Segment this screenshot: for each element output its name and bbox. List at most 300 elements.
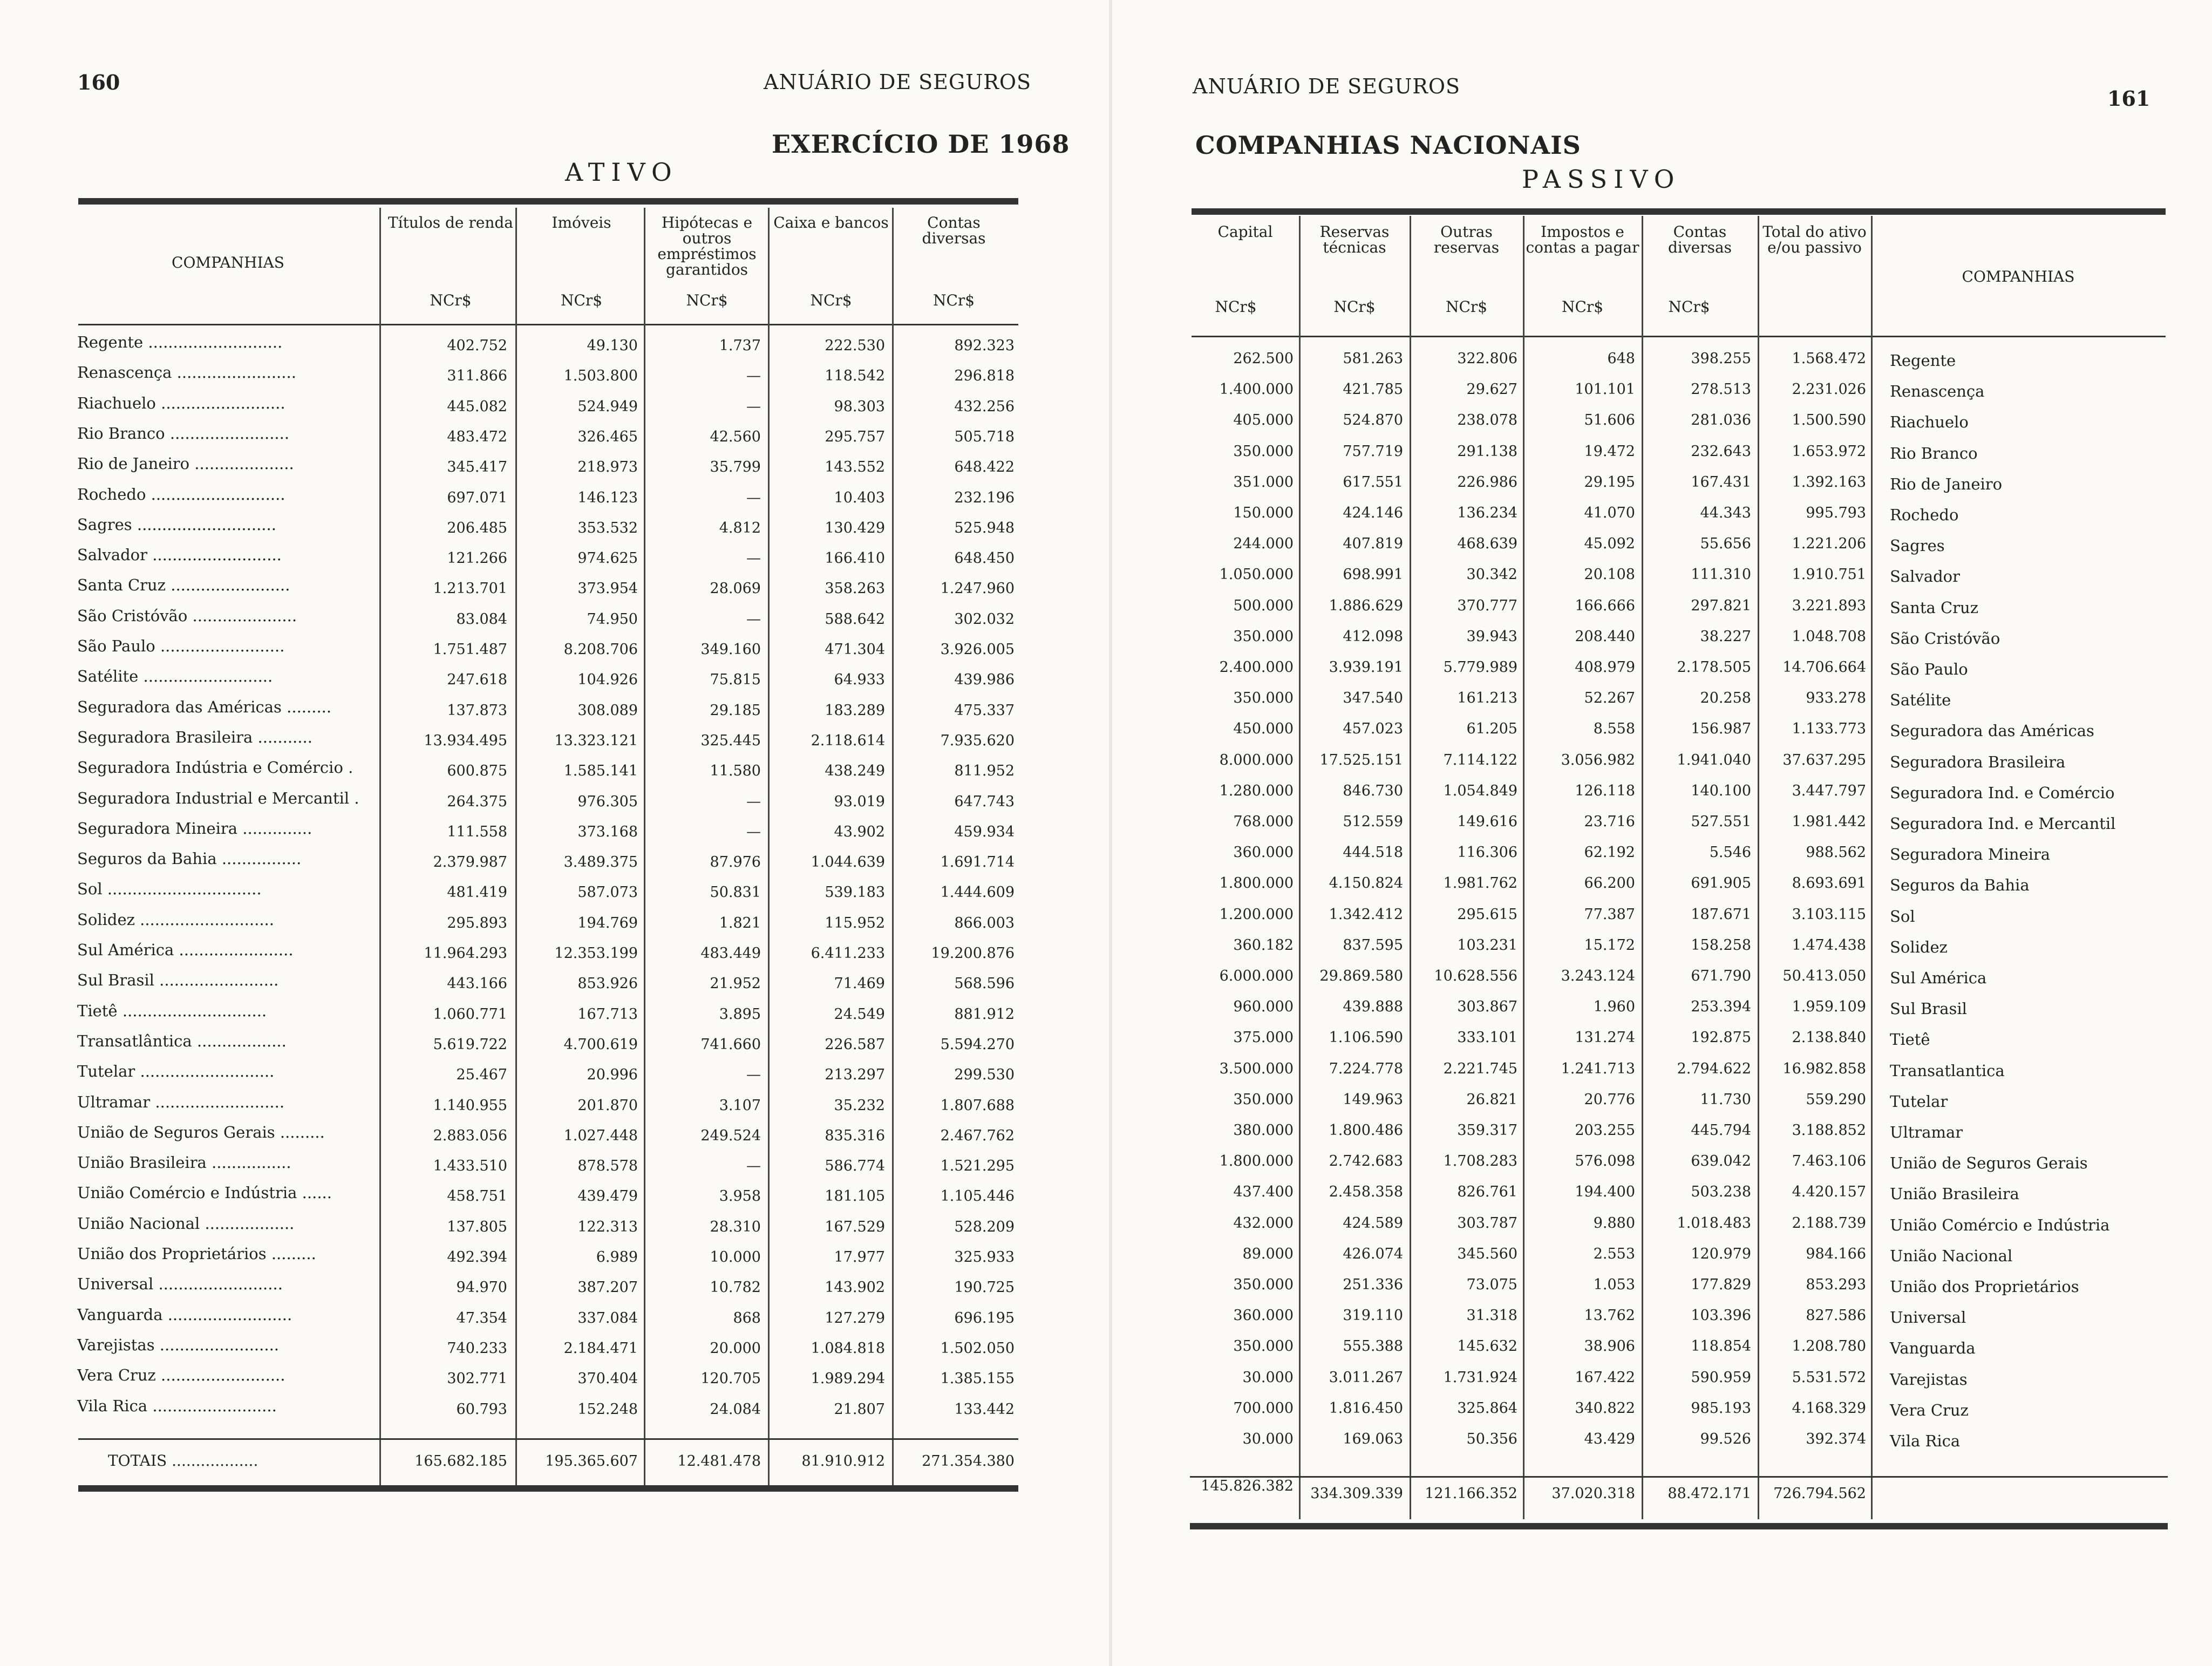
cell-value: 505.718 xyxy=(954,428,1015,445)
cell-value: 1.060.771 xyxy=(433,1005,507,1023)
cell-value: 17.525.151 xyxy=(1319,751,1403,769)
cell-value: 1.959.109 xyxy=(1792,998,1866,1016)
unit-label: NCr$ xyxy=(1445,298,1488,316)
cell-value: 29.185 xyxy=(710,702,761,719)
cell-value: 25.467 xyxy=(456,1066,507,1084)
cell-value: 444.518 xyxy=(1343,844,1403,861)
cell-value: 73.075 xyxy=(1466,1276,1517,1293)
header-impostos: Impostos e contas a pagar xyxy=(1526,223,1639,256)
cell-value: 933.278 xyxy=(1806,690,1866,707)
cell-value: 811.952 xyxy=(954,763,1015,780)
cell-value: 190.725 xyxy=(954,1279,1015,1296)
cell-value: 1.708.283 xyxy=(1443,1153,1517,1170)
company-name: Regente ........................... xyxy=(77,333,283,351)
top-rule xyxy=(78,198,1018,205)
cell-value: 539.183 xyxy=(825,884,885,901)
header-reservas-tecnicas: Reservas técnicas xyxy=(1319,223,1390,256)
company-name: União dos Proprietários ......... xyxy=(77,1245,316,1263)
table-row xyxy=(0,1002,1020,1032)
total-titulos: 165.682.185 xyxy=(414,1453,507,1470)
company-name: Sagres xyxy=(1890,536,1945,555)
cell-value: 45.092 xyxy=(1584,535,1635,553)
cell-value: 985.193 xyxy=(1691,1399,1751,1417)
company-name: União Comércio e Indústria ...... xyxy=(77,1184,332,1202)
cell-value: 26.821 xyxy=(1466,1091,1517,1108)
cell-value: 251.336 xyxy=(1343,1276,1403,1293)
cell-value: 1.050.000 xyxy=(1219,566,1294,583)
cell-value: 194.769 xyxy=(577,914,638,931)
cell-value: 421.785 xyxy=(1343,381,1403,398)
cell-value: 24.549 xyxy=(834,1005,885,1023)
table-row xyxy=(1106,904,2180,934)
cell-value: 1.048.708 xyxy=(1792,628,1866,645)
cell-value: 103.396 xyxy=(1691,1307,1751,1324)
table-row xyxy=(1106,1305,2180,1335)
company-name: Renascença xyxy=(1890,382,1985,401)
cell-value: 122.313 xyxy=(577,1218,638,1235)
cell-value: 2.188.739 xyxy=(1792,1214,1866,1232)
cell-value: 10.000 xyxy=(710,1249,761,1266)
table-row xyxy=(0,880,1020,910)
cell-value: 83.084 xyxy=(456,610,507,628)
table-row xyxy=(0,454,1020,485)
cell-value: 1.105.446 xyxy=(940,1188,1015,1205)
header-total: Total do ativo e/ou passivo xyxy=(1762,223,1867,256)
cell-value: 2.231.026 xyxy=(1792,381,1866,398)
cell-value: 6.989 xyxy=(596,1249,638,1266)
cell-value: 1.027.448 xyxy=(563,1127,638,1144)
company-name: Santa Cruz xyxy=(1890,598,1979,617)
cell-value: 93.019 xyxy=(834,793,885,810)
cell-value: 177.829 xyxy=(1691,1276,1751,1293)
cell-value: 846.730 xyxy=(1343,782,1403,799)
table-row xyxy=(1106,1367,2180,1397)
cell-value: 974.625 xyxy=(577,550,638,567)
header-caixa: Caixa e bancos xyxy=(773,214,889,232)
company-name: Tutelar xyxy=(1890,1092,1948,1111)
cell-value: 757.719 xyxy=(1343,443,1403,460)
cell-value: 445.794 xyxy=(1691,1122,1751,1139)
cell-value: 648 xyxy=(1607,350,1635,367)
cell-value: 1.044.639 xyxy=(811,854,885,871)
cell-value: 30.000 xyxy=(1242,1431,1294,1447)
cell-value: 262.500 xyxy=(1233,350,1294,367)
cell-value: 4.420.157 xyxy=(1792,1184,1866,1201)
cell-value: 3.011.267 xyxy=(1329,1369,1403,1386)
cell-value: 1.133.773 xyxy=(1792,720,1866,738)
table-row xyxy=(0,1397,1020,1427)
cell-value: 2.379.987 xyxy=(433,854,507,871)
totals-label: TOTAIS .................. xyxy=(108,1452,258,1470)
cell-value: 28.069 xyxy=(710,580,761,597)
cell-value: 1.800.000 xyxy=(1219,1153,1294,1170)
cell-value: 52.267 xyxy=(1584,690,1635,707)
cell-value: 3.489.375 xyxy=(563,854,638,871)
cell-value: 8.693.691 xyxy=(1792,875,1866,892)
cell-value: 587.073 xyxy=(577,884,638,901)
company-name: Sul América ....................... xyxy=(77,941,294,959)
cell-value: 297.821 xyxy=(1691,597,1751,614)
cell-value: 492.394 xyxy=(447,1249,507,1266)
cell-value: 360.000 xyxy=(1233,844,1294,861)
cell-value: 4.150.824 xyxy=(1329,875,1403,892)
cell-value: 6.411.233 xyxy=(811,945,885,962)
cell-value: 3.243.124 xyxy=(1561,968,1635,984)
cell-value: 213.297 xyxy=(825,1066,885,1084)
header-imoveis: Imóveis xyxy=(552,214,611,232)
unit-label: NCr$ xyxy=(810,291,852,309)
cell-value: 21.952 xyxy=(710,975,761,992)
cell-value: 149.616 xyxy=(1457,813,1517,830)
cell-value: 13.323.121 xyxy=(554,732,638,749)
total-contas-diversas: 88.472.171 xyxy=(1667,1485,1751,1502)
table-row xyxy=(0,1245,1020,1275)
cell-value: 432.256 xyxy=(954,398,1015,415)
cell-value: 232.643 xyxy=(1691,443,1751,460)
table-row xyxy=(0,1214,1020,1245)
company-name: Seguradora Ind. e Mercantil xyxy=(1890,814,2116,833)
cell-value: — xyxy=(746,1066,761,1084)
cell-value: 3.939.191 xyxy=(1329,659,1403,676)
table-row xyxy=(0,1062,1020,1092)
cell-value: 1.385.155 xyxy=(940,1370,1015,1388)
cell-value: 586.774 xyxy=(825,1158,885,1175)
cell-value: 500.000 xyxy=(1233,597,1294,614)
cell-value: 49.130 xyxy=(587,337,638,354)
cell-value: 639.042 xyxy=(1691,1153,1751,1170)
cell-value: 169.063 xyxy=(1343,1431,1403,1447)
cell-value: 20.996 xyxy=(587,1066,638,1084)
cell-value: 15.172 xyxy=(1584,936,1635,954)
cell-value: 432.000 xyxy=(1233,1214,1294,1232)
cell-value: 524.870 xyxy=(1343,412,1403,429)
cell-value: 7.114.122 xyxy=(1443,751,1517,769)
cell-value: 20.108 xyxy=(1584,566,1635,583)
cell-value: 143.552 xyxy=(825,459,885,476)
cell-value: 101.101 xyxy=(1575,381,1635,398)
cell-value: 9.880 xyxy=(1593,1214,1635,1232)
cell-value: 20.258 xyxy=(1700,690,1751,707)
cell-value: 483.472 xyxy=(447,428,507,445)
table-row xyxy=(1106,842,2180,872)
cell-value: 5.779.989 xyxy=(1443,659,1517,676)
cell-value: 1.521.295 xyxy=(940,1158,1015,1175)
table-row xyxy=(0,698,1020,728)
cell-value: 218.973 xyxy=(577,459,638,476)
cell-value: 1.444.609 xyxy=(940,884,1015,901)
cell-value: 350.000 xyxy=(1233,628,1294,645)
table-row xyxy=(0,1153,1020,1184)
cell-value: 350.000 xyxy=(1233,1338,1294,1355)
cell-value: 458.751 xyxy=(447,1188,507,1205)
cell-value: 3.056.982 xyxy=(1561,751,1635,769)
company-name: Seguradora Brasileira ........... xyxy=(77,727,312,746)
cell-value: 4.812 xyxy=(719,519,761,536)
cell-value: 41.070 xyxy=(1584,505,1635,521)
cell-value: 581.263 xyxy=(1343,350,1403,367)
cell-value: 353.532 xyxy=(577,519,638,536)
table-row xyxy=(0,1275,1020,1305)
company-name: Rio de Janeiro xyxy=(1890,474,2003,493)
table-row xyxy=(1106,688,2180,718)
header-rule xyxy=(1192,336,2166,337)
cell-value: 264.375 xyxy=(447,793,507,810)
cell-value: 437.400 xyxy=(1233,1184,1294,1201)
cell-value: 988.562 xyxy=(1806,844,1866,861)
table-row xyxy=(1106,657,2180,687)
cell-value: 976.305 xyxy=(577,793,638,810)
cell-value: 44.343 xyxy=(1700,505,1751,521)
cell-value: 166.410 xyxy=(825,550,885,567)
cell-value: 481.419 xyxy=(447,884,507,901)
cell-value: 407.819 xyxy=(1343,535,1403,553)
cell-value: 131.274 xyxy=(1575,1029,1635,1046)
cell-value: 24.084 xyxy=(710,1400,761,1418)
cell-value: 35.799 xyxy=(710,459,761,476)
cell-value: 697.071 xyxy=(447,489,507,506)
table-row xyxy=(1106,1151,2180,1181)
cell-value: 881.912 xyxy=(954,1005,1015,1023)
table-row xyxy=(1106,595,2180,625)
cell-value: 208.440 xyxy=(1575,628,1635,645)
table-row xyxy=(1106,1336,2180,1366)
company-name: Solidez xyxy=(1890,937,1948,956)
cell-value: 1.807.688 xyxy=(940,1097,1015,1114)
cell-value: 359.317 xyxy=(1457,1122,1517,1139)
table-row xyxy=(0,607,1020,637)
cell-value: 29.869.580 xyxy=(1319,968,1403,984)
company-name: Vanguarda xyxy=(1890,1339,1976,1358)
cell-value: 31.318 xyxy=(1466,1307,1517,1324)
company-name: Vila Rica xyxy=(1890,1432,1961,1450)
cell-value: 1.213.701 xyxy=(433,580,507,597)
cell-value: — xyxy=(746,550,761,567)
cell-value: 1.503.800 xyxy=(563,368,638,385)
page-number: 160 xyxy=(77,70,120,94)
cell-value: 43.429 xyxy=(1584,1431,1635,1447)
total-caixa: 81.910.912 xyxy=(801,1453,885,1470)
cell-value: 299.530 xyxy=(954,1066,1015,1084)
cell-value: 194.400 xyxy=(1575,1184,1635,1201)
cell-value: 375.000 xyxy=(1233,1029,1294,1046)
cell-value: 1.585.141 xyxy=(563,763,638,780)
company-name: Sul América xyxy=(1890,969,1987,987)
cell-value: 3.958 xyxy=(719,1188,761,1205)
cell-value: 2.400.000 xyxy=(1219,659,1294,676)
cell-value: 51.606 xyxy=(1584,412,1635,429)
cell-value: 8.558 xyxy=(1593,720,1635,738)
cell-value: 2.458.358 xyxy=(1329,1184,1403,1201)
cell-value: 333.101 xyxy=(1457,1029,1517,1046)
cell-value: 826.761 xyxy=(1457,1184,1517,1201)
cell-value: 87.976 xyxy=(710,854,761,871)
cell-value: 439.479 xyxy=(577,1188,638,1205)
cell-value: 222.530 xyxy=(825,337,885,354)
cell-value: 768.000 xyxy=(1233,813,1294,830)
cell-value: 349.160 xyxy=(700,641,761,658)
cell-value: 325.864 xyxy=(1457,1399,1517,1417)
cell-value: 12.353.199 xyxy=(554,945,638,962)
top-rule xyxy=(1192,208,2166,215)
cell-value: 60.793 xyxy=(456,1400,507,1418)
table-row xyxy=(0,789,1020,819)
cell-value: 325.445 xyxy=(700,732,761,749)
cell-value: 528.209 xyxy=(954,1218,1015,1235)
cell-value: 402.752 xyxy=(447,337,507,354)
table-row xyxy=(0,1305,1020,1336)
cell-value: 126.118 xyxy=(1575,782,1635,799)
cell-value: — xyxy=(746,823,761,840)
company-name: Seguradora das Américas ......... xyxy=(77,697,332,716)
header-titulos: Títulos de renda xyxy=(388,214,513,232)
cell-value: 6.000.000 xyxy=(1219,968,1294,984)
cell-value: 37.637.295 xyxy=(1782,751,1866,769)
table-row xyxy=(1106,718,2180,749)
table-row xyxy=(1106,780,2180,811)
total-hipotecas: 12.481.478 xyxy=(677,1453,761,1470)
table-row xyxy=(1106,935,2180,965)
company-name: Sagres ............................ xyxy=(77,515,276,534)
table-row xyxy=(1106,1213,2180,1243)
table-row xyxy=(1106,1243,2180,1274)
total-geral: 726.794.562 xyxy=(1773,1485,1866,1502)
cell-value: — xyxy=(746,610,761,628)
cell-value: 3.221.893 xyxy=(1792,597,1866,614)
cell-value: 302.771 xyxy=(447,1370,507,1388)
cell-value: 42.560 xyxy=(710,428,761,445)
table-row xyxy=(0,1123,1020,1153)
table-row xyxy=(1106,626,2180,656)
exercise-title: EXERCÍCIO DE 1968 xyxy=(772,130,1070,159)
table-row xyxy=(0,394,1020,424)
cell-value: 295.615 xyxy=(1457,906,1517,923)
cell-value: 405.000 xyxy=(1233,412,1294,429)
cell-value: 827.586 xyxy=(1806,1307,1866,1324)
cell-value: 29.195 xyxy=(1584,473,1635,491)
cell-value: 868 xyxy=(733,1309,761,1327)
total-impostos: 37.020.318 xyxy=(1551,1485,1635,1502)
cell-value: 5.531.572 xyxy=(1792,1369,1866,1386)
table-row xyxy=(0,971,1020,1001)
cell-value: 7.224.778 xyxy=(1329,1060,1403,1077)
cell-value: 512.559 xyxy=(1343,813,1403,830)
cell-value: 588.642 xyxy=(825,610,885,628)
total-contas: 271.354.380 xyxy=(922,1453,1015,1470)
cell-value: 878.578 xyxy=(577,1158,638,1175)
cell-value: 1.989.294 xyxy=(811,1370,885,1388)
cell-value: 373.168 xyxy=(577,823,638,840)
cell-value: 459.934 xyxy=(954,823,1015,840)
cell-value: 426.074 xyxy=(1343,1245,1403,1262)
cell-value: 524.949 xyxy=(577,398,638,415)
table-row xyxy=(1106,348,2180,378)
table-row xyxy=(0,485,1020,515)
cell-value: 600.875 xyxy=(447,763,507,780)
cell-value: 23.716 xyxy=(1584,813,1635,830)
cell-value: 1.500.590 xyxy=(1792,412,1866,429)
cell-value: — xyxy=(746,793,761,810)
company-name: Rio de Janeiro .................... xyxy=(77,454,294,473)
company-name: Vila Rica ......................... xyxy=(77,1396,277,1415)
header-rule xyxy=(78,324,1018,325)
table-row xyxy=(0,1184,1020,1214)
cell-value: 1.342.412 xyxy=(1329,906,1403,923)
company-name: Sol xyxy=(1890,907,1915,926)
company-name: Seguradora Ind. e Comércio xyxy=(1890,783,2115,802)
cell-value: 1.800.486 xyxy=(1329,1122,1403,1139)
cell-value: 2.118.614 xyxy=(811,732,885,749)
cell-value: 345.417 xyxy=(447,459,507,476)
cell-value: 468.639 xyxy=(1457,535,1517,553)
company-name: Vanguarda ......................... xyxy=(77,1305,292,1324)
cell-value: 525.948 xyxy=(954,519,1015,536)
cell-value: 3.926.005 xyxy=(940,641,1015,658)
table-row xyxy=(1106,873,2180,903)
cell-value: 145.632 xyxy=(1457,1338,1517,1355)
cell-value: 111.558 xyxy=(447,823,507,840)
cell-value: 166.666 xyxy=(1575,597,1635,614)
cell-value: 183.289 xyxy=(825,702,885,719)
cell-value: — xyxy=(746,398,761,415)
table-row xyxy=(0,576,1020,606)
cell-value: 387.207 xyxy=(577,1279,638,1296)
cell-value: 3.103.115 xyxy=(1792,906,1866,923)
cell-value: 7.463.106 xyxy=(1792,1153,1866,1170)
company-name: Salvador xyxy=(1890,567,1960,586)
cell-value: 1.241.713 xyxy=(1561,1060,1635,1077)
company-name: Seguradora Brasileira xyxy=(1890,752,2066,771)
company-name: Vera Cruz xyxy=(1890,1400,1969,1419)
cell-value: 835.316 xyxy=(825,1127,885,1144)
cell-value: 295.893 xyxy=(447,914,507,931)
cell-value: 167.422 xyxy=(1575,1369,1635,1386)
cell-value: 104.926 xyxy=(577,671,638,689)
cell-value: 412.098 xyxy=(1343,628,1403,645)
cell-value: 10.628.556 xyxy=(1434,968,1517,984)
cell-value: 38.906 xyxy=(1584,1338,1635,1355)
cell-value: 5.619.722 xyxy=(433,1036,507,1053)
cell-value: 158.258 xyxy=(1691,936,1751,954)
cell-value: 360.182 xyxy=(1233,936,1294,954)
company-name: Universal ......................... xyxy=(77,1275,283,1294)
cell-value: 698.991 xyxy=(1343,566,1403,583)
header-contas: Contas diversas xyxy=(922,214,986,247)
company-name: Santa Cruz ........................ xyxy=(77,576,290,595)
unit-label: NCr$ xyxy=(686,291,728,309)
cell-value: 559.290 xyxy=(1806,1091,1866,1108)
company-name: União dos Proprietários xyxy=(1890,1277,2079,1296)
cell-value: 960.000 xyxy=(1233,998,1294,1016)
cell-value: 296.818 xyxy=(954,368,1015,385)
cell-value: 1.821 xyxy=(719,914,761,931)
company-name: Solidez ........................... xyxy=(77,910,274,929)
totals-rule xyxy=(1190,1476,2168,1478)
cell-value: 648.450 xyxy=(954,550,1015,567)
cell-value: 700.000 xyxy=(1233,1399,1294,1417)
cell-value: 99.526 xyxy=(1700,1431,1751,1447)
cell-value: 10.782 xyxy=(710,1279,761,1296)
cell-value: 892.323 xyxy=(954,337,1015,354)
cell-value: 475.337 xyxy=(954,702,1015,719)
table-row xyxy=(0,758,1020,788)
cell-value: 121.266 xyxy=(447,550,507,567)
cell-value: 14.706.664 xyxy=(1782,659,1866,676)
cell-value: 192.875 xyxy=(1691,1029,1751,1046)
cell-value: 1.474.438 xyxy=(1792,936,1866,954)
company-name: União Nacional .................. xyxy=(77,1214,295,1233)
cell-value: 1.053 xyxy=(1593,1276,1635,1293)
company-name: Sul Brasil ........................ xyxy=(77,971,279,990)
